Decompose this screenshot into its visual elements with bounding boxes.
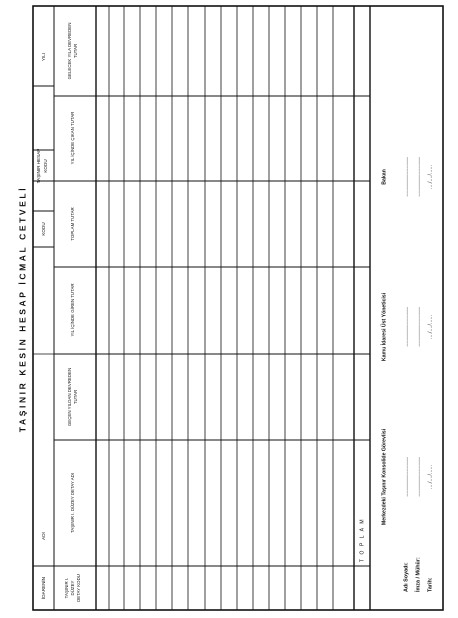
column-header-2: TAŞINIR I. DÜZEY DETAY ADI — [70, 472, 76, 534]
column-header-3: GEÇEN YILDAN DEVREDENTUTAR — [67, 367, 79, 427]
signature-date-2[interactable]: ..../..../...... — [427, 315, 434, 339]
signature-sign-line-3[interactable]: ...................................... — [415, 157, 422, 197]
tasinir-hesap-kodu-label: TAŞINIR HESAP KODU — [36, 148, 48, 184]
signature-row-label-2: İmza / Mühür: — [415, 557, 422, 592]
signature-name-line-2[interactable]: ...................................... — [403, 307, 410, 347]
form-title: TAŞINIR KESİN HESAP İCMAL CETVELİ — [17, 185, 28, 433]
signature-name-line-3[interactable]: ...................................... — [403, 157, 410, 197]
column-header-5: TOPLAM TUTAR — [70, 207, 76, 241]
signature-title-2: Kamu İdaresi Üst Yöneticisi — [381, 292, 388, 362]
adi-label: ADI — [41, 532, 47, 540]
column-header-4: YIL İÇİNDE GİREN TUTAR — [70, 283, 76, 337]
column-header-6: YIL İÇİNDE ÇIKAN TUTAR — [70, 111, 76, 165]
signature-title-1: Merkezdeki Taşınır Konsolide Görevlisi — [381, 428, 388, 526]
yili-label: YILI — [41, 52, 47, 62]
signature-sign-line-2[interactable]: ...................................... — [415, 307, 422, 347]
kodu-label: KODU — [41, 222, 47, 236]
idare-label: İDARENİN — [41, 577, 47, 599]
column-header-7: GELECEK YILA DEVREDENTUTAR — [67, 22, 79, 80]
signature-row-label-1: Adı Soyadı: — [403, 562, 410, 592]
signature-sign-line-1[interactable]: ...................................... — [415, 457, 422, 497]
signature-name-line-1[interactable]: ...................................... — [403, 457, 410, 497]
total-label: T O P L A M — [359, 517, 366, 563]
column-header-1: TAŞINIR I.DÜZEYDETAY KODU — [64, 574, 82, 602]
signature-date-3[interactable]: ..../..../...... — [427, 165, 434, 189]
signature-date-1[interactable]: ..../..../...... — [427, 465, 434, 489]
signature-row-label-3: Tarih: — [427, 577, 434, 592]
signature-title-3: Bakan — [381, 169, 388, 185]
